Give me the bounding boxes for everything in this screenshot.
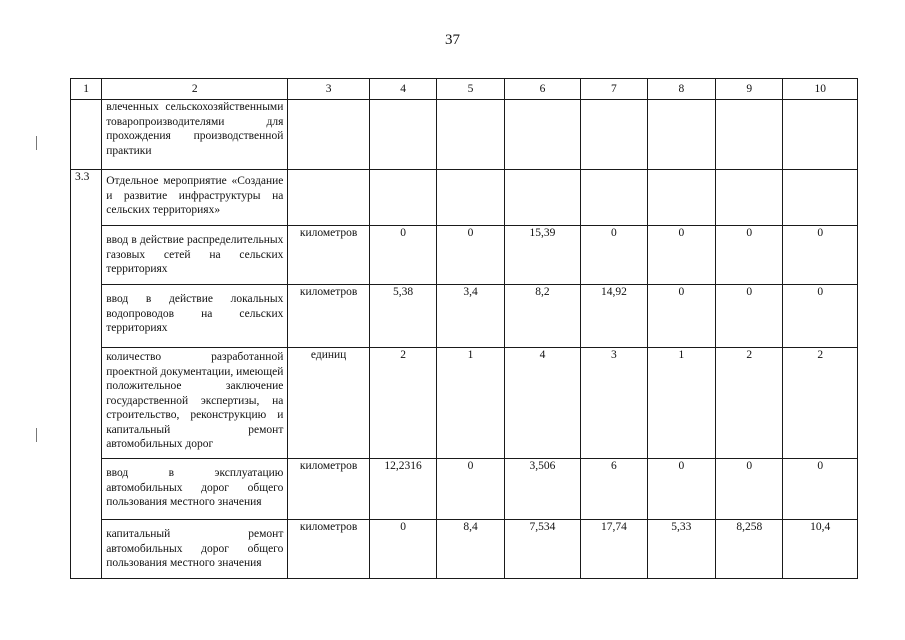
value-cell: 8,258 [716,520,783,579]
value-cell: 8,4 [437,520,504,579]
value-cell [369,100,436,170]
value-cell: 1 [437,348,504,459]
value-cell: 0 [783,459,858,520]
value-cell [437,170,504,226]
column-number: 9 [716,79,783,100]
value-cell: 0 [369,520,436,579]
value-cell [581,170,647,226]
column-number: 5 [437,79,504,100]
value-cell: 0 [437,226,504,285]
column-number: 6 [504,79,580,100]
indicator-name: влеченных сельскохозяйственными товаропроизводителями для прохождения производственной практики [102,100,288,170]
value-cell: 0 [647,226,715,285]
value-cell: 4 [504,348,580,459]
unit-cell: километров [288,226,370,285]
value-cell: 0 [369,226,436,285]
value-cell: 1 [647,348,715,459]
value-cell: 0 [647,285,715,348]
value-cell [504,100,580,170]
row-number [71,100,102,170]
value-cell [716,170,783,226]
unit-cell [288,170,370,226]
value-cell: 5,33 [647,520,715,579]
table-row [71,520,858,579]
value-cell: 0 [581,226,647,285]
value-cell [504,170,580,226]
value-cell: 15,39 [504,226,580,285]
page-number: 37 [445,32,460,48]
value-cell: 0 [716,459,783,520]
unit-cell: единиц [288,348,370,459]
value-cell: 0 [647,459,715,520]
table-row [71,348,858,459]
column-number: 3 [288,79,370,100]
column-number: 2 [102,79,288,100]
value-cell [783,170,858,226]
value-cell: 2 [783,348,858,459]
value-cell: 0 [716,285,783,348]
value-cell: 7,534 [504,520,580,579]
value-cell: 0 [716,226,783,285]
scan-margin-mark [36,136,37,150]
value-cell [581,100,647,170]
indicator-name: ввод в действие локальных водопроводов на сельских территориях [102,285,288,348]
table-row [71,285,858,348]
value-cell: 17,74 [581,520,647,579]
value-cell: 3,506 [504,459,580,520]
value-cell: 5,38 [369,285,436,348]
value-cell [369,170,436,226]
value-cell: 8,2 [504,285,580,348]
column-number: 10 [783,79,858,100]
value-cell [783,100,858,170]
value-cell [647,100,715,170]
table-row [71,100,858,170]
value-cell: 0 [783,226,858,285]
scan-margin-mark [36,428,37,442]
indicator-name: ввод в эксплуатацию автомобильных дорог общего пользования местного значения [102,459,288,520]
value-cell: 0 [783,285,858,348]
value-cell: 3 [581,348,647,459]
indicator-name: капитальный ремонт автомобильных дорог общего пользования местного значения [102,520,288,579]
value-cell: 3,4 [437,285,504,348]
value-cell: 0 [437,459,504,520]
unit-cell: километров [288,520,370,579]
column-number: 4 [369,79,436,100]
indicators-table [70,78,858,579]
value-cell [716,100,783,170]
table-row [71,170,858,226]
indicator-name: ввод в действие распределительных газовых сетей на сельских территориях [102,226,288,285]
value-cell: 10,4 [783,520,858,579]
table-row [71,459,858,520]
unit-cell: километров [288,459,370,520]
value-cell: 6 [581,459,647,520]
unit-cell: километров [288,285,370,348]
column-number: 1 [71,79,102,100]
value-cell: 14,92 [581,285,647,348]
row-number: 3.3 [71,170,102,579]
value-cell: 12,2316 [369,459,436,520]
column-number-row [71,79,858,100]
unit-cell [288,100,370,170]
value-cell: 2 [369,348,436,459]
column-number: 7 [581,79,647,100]
value-cell [647,170,715,226]
value-cell: 2 [716,348,783,459]
indicator-name: количество разработанной проектной документации, имеющей положительное заключение государственной экспертизы, на строительство, реконструкцию и капитальный ремонт автомобильных дорог [102,348,288,459]
column-number: 8 [647,79,715,100]
indicator-name: Отдельное мероприятие «Создание и развитие инфраструктуры на сельских территориях» [102,170,288,226]
value-cell [437,100,504,170]
table-row [71,226,858,285]
